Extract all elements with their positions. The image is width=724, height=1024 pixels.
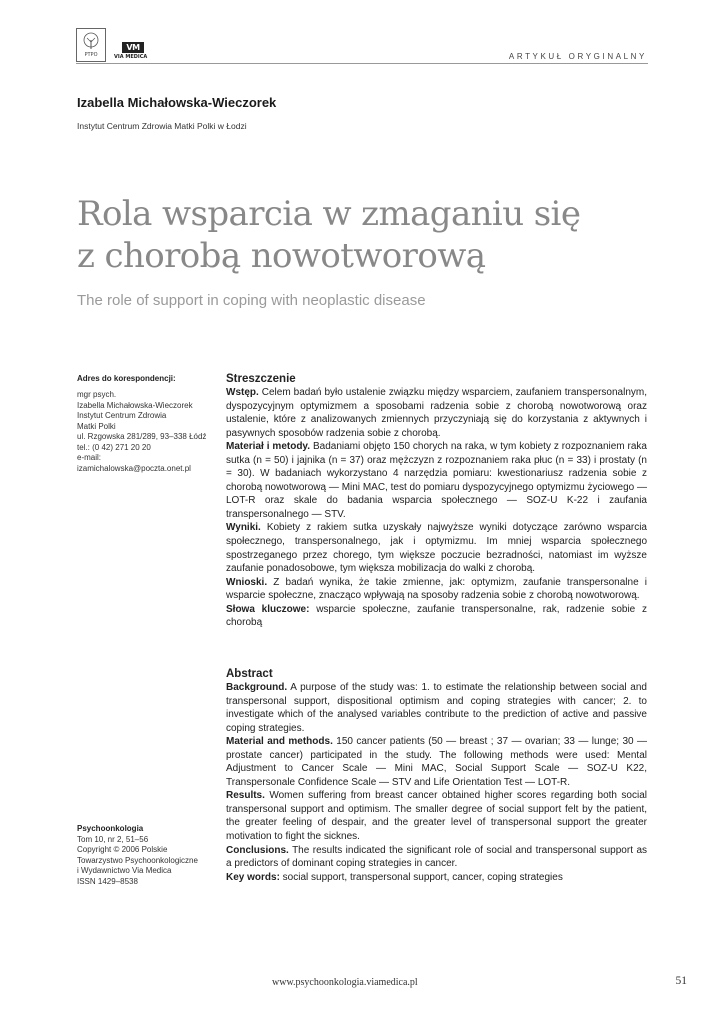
methods-text: 150 cancer patients (50 — breast ; 37 — ovarian; 33 — lunge; 30 — prostate cancer) participated in the study. The following methods were used: Mental Adjustment to Cancer Scale — Mini MAC, Social Support Scale — SOZ-U K22, Transpersonale Confidence Scale — STV and Life Orientation Test — LOT-R. [226, 736, 648, 788]
correspondence-line: Instytut Centrum Zdrowia [77, 411, 167, 420]
correspondence-line: ul. Rzgowska 281/289, 93–338 Łódź [77, 432, 207, 441]
wnioski-text: Z badań wynika, że takie zmienne, jak: optymizm, zaufanie transpersonalne i wsparcie społeczne, znacząco wpływają na sposoby radzenia sobie z chorobą nowotworową. [226, 576, 647, 602]
results-label: Results. [226, 790, 265, 802]
journal-line: i Wydawnictwo Via Medica [77, 866, 172, 875]
correspondence-line: tel.: (0 42) 271 20 20 [77, 442, 151, 452]
methods-label: Material and methods. [226, 736, 333, 748]
wyniki-text: Kobiety z rakiem sutka uzyskały najwyższe wyniki dotyczące zarówno wsparcia społecznego, transpersonalnego, jak i optymizmu. Im mniej wsparcia społecznego spostrzeganego przez chorego, tym większe poczucie bezradności, natomiast im wyższe zaufanie ponadosobowe, tym większa mobilizacja do walki z chorobą. [226, 522, 647, 575]
correspondence-heading: Adres do korespondencji: [77, 374, 176, 383]
via-medica-logo [114, 42, 154, 64]
conclusions-paragraph [226, 844, 647, 871]
correspondence-line: e-mail: [77, 453, 102, 462]
correspondence-line: Matki Polki [77, 421, 116, 431]
journal-line: Tom 10, nr 2, 51–56 [77, 834, 149, 844]
abstract-section [226, 667, 647, 884]
keywords-en-text: social support, transpersonal support, cancer, coping strategies [279, 871, 563, 883]
keywords-pl-label: Słowa kluczowe: [226, 603, 310, 615]
article-title [77, 193, 657, 277]
material-paragraph [226, 440, 647, 521]
title-line-2: z chorobą nowotworową [77, 236, 486, 276]
keywords-pl-paragraph [226, 603, 647, 630]
footer-url-link[interactable]: www.psychoonkologia.viamedica.pl [272, 977, 418, 988]
methods-paragraph [226, 735, 647, 789]
journal-line: Copyright © 2006 Polskie [77, 845, 168, 854]
wyniki-paragraph [226, 521, 647, 575]
journal-line: ISSN 1429–8538 [77, 876, 138, 886]
correspondence-email[interactable]: izamichalowska@poczta.onet.pl [77, 463, 191, 473]
conclusions-label: Conclusions. [226, 844, 289, 856]
journal-name: Psychoonkologia [77, 824, 144, 833]
keywords-en-label: Key words: [226, 871, 280, 883]
streszczenie-section [226, 372, 647, 630]
abstract-heading: Abstract [226, 668, 273, 680]
results-text: Women suffering from breast cancer obtained higher scores regarding both social transpersonal support and optimism. The smaller degree of social support felt by the patient, the greater feeling of despair, and the greater level of transpersonal support the greater motivation to fight the sicknes. [226, 790, 647, 843]
tree-icon [80, 31, 102, 59]
correspondence-address [77, 390, 206, 474]
svg-text:PTPO: PTPO [84, 52, 98, 58]
journal-info [77, 824, 198, 887]
header-divider [76, 63, 648, 64]
wstep-paragraph [226, 386, 647, 440]
via-medica-mark: VM [122, 42, 144, 53]
background-text: A purpose of the study was: 1. to estimate the relationship between social and transpersonal support, dispositional optimism and coping strategies with cancer; 2. to investigate which of the analysed variables contribute to the prediction of active and passive coping strategies. [226, 682, 647, 734]
material-label: Materiał i metody. [226, 441, 311, 453]
correspondence-line: Izabella Michałowska-Wieczorek [77, 400, 193, 410]
ptpo-logo [76, 28, 106, 62]
author-affiliation: Instytut Centrum Zdrowia Matki Polki w Łodzi [77, 121, 247, 131]
page-number: 51 [675, 975, 687, 987]
wnioski-paragraph [226, 576, 647, 603]
background-paragraph [226, 681, 647, 735]
results-paragraph [226, 789, 647, 843]
wyniki-label: Wyniki. [226, 522, 261, 534]
streszczenie-heading: Streszczenie [226, 373, 296, 385]
wstep-label: Wstęp. [226, 387, 259, 398]
article-subtitle: The role of support in coping with neoplastic disease [77, 292, 426, 309]
article-type-label: ARTYKUŁ ORYGINALNY [508, 52, 647, 61]
material-text: Badaniami objęto 150 chorych na raka, w tym kobiety z rozpoznaniem raka sutka (n = 50) i jajnika (n = 37) oraz mężczyzn z rozpoznaniem raka płuc (n = 33) i prostaty (n = 30). W badaniach wykorzystano 4 narzędzia pomiaru: kwestionariusz radzenia sobie z chorobą nowotworową — Mini MAC, test do pomiaru dyspozycyjnego optymizmu życiowego — LOT-R oraz skale do badania wsparcia społecznego — SOZ-U K-22 i zaufania transpersonalnego — STV. [226, 441, 647, 520]
journal-line: Towarzystwo Psychoonkologiczne [77, 855, 198, 865]
conclusions-text: The results indicated the significant role of social and transpersonal support as a predictors of dominant coping strategies in cancer. [226, 844, 647, 870]
background-label: Background. [226, 682, 288, 693]
keywords-en-paragraph [226, 871, 647, 885]
title-line-1: Rola wsparcia w zmaganiu się [77, 194, 581, 234]
wstep-text: Celem badań było ustalenie związku między wsparciem, zaufaniem transpersonalnym, dyspozycyjnym optymizmem a sposobami radzenia sobie z chorobą nowotworową oraz ustalenie, które z analizowanych zmiennych przyczyniają się do korzystania z aktywnych i pasywnych sposobów radzenia sobie z chorobą. [226, 387, 647, 439]
author-name: Izabella Michałowska-Wieczorek [77, 95, 277, 110]
via-medica-text: VIA MEDICA [114, 54, 148, 60]
correspondence-line: mgr psych. [77, 390, 117, 399]
keywords-pl-text: wsparcie społeczne, zaufanie transpersonalne, rak, radzenie sobie z chorobą [226, 603, 648, 629]
wnioski-label: Wnioski. [226, 576, 268, 588]
